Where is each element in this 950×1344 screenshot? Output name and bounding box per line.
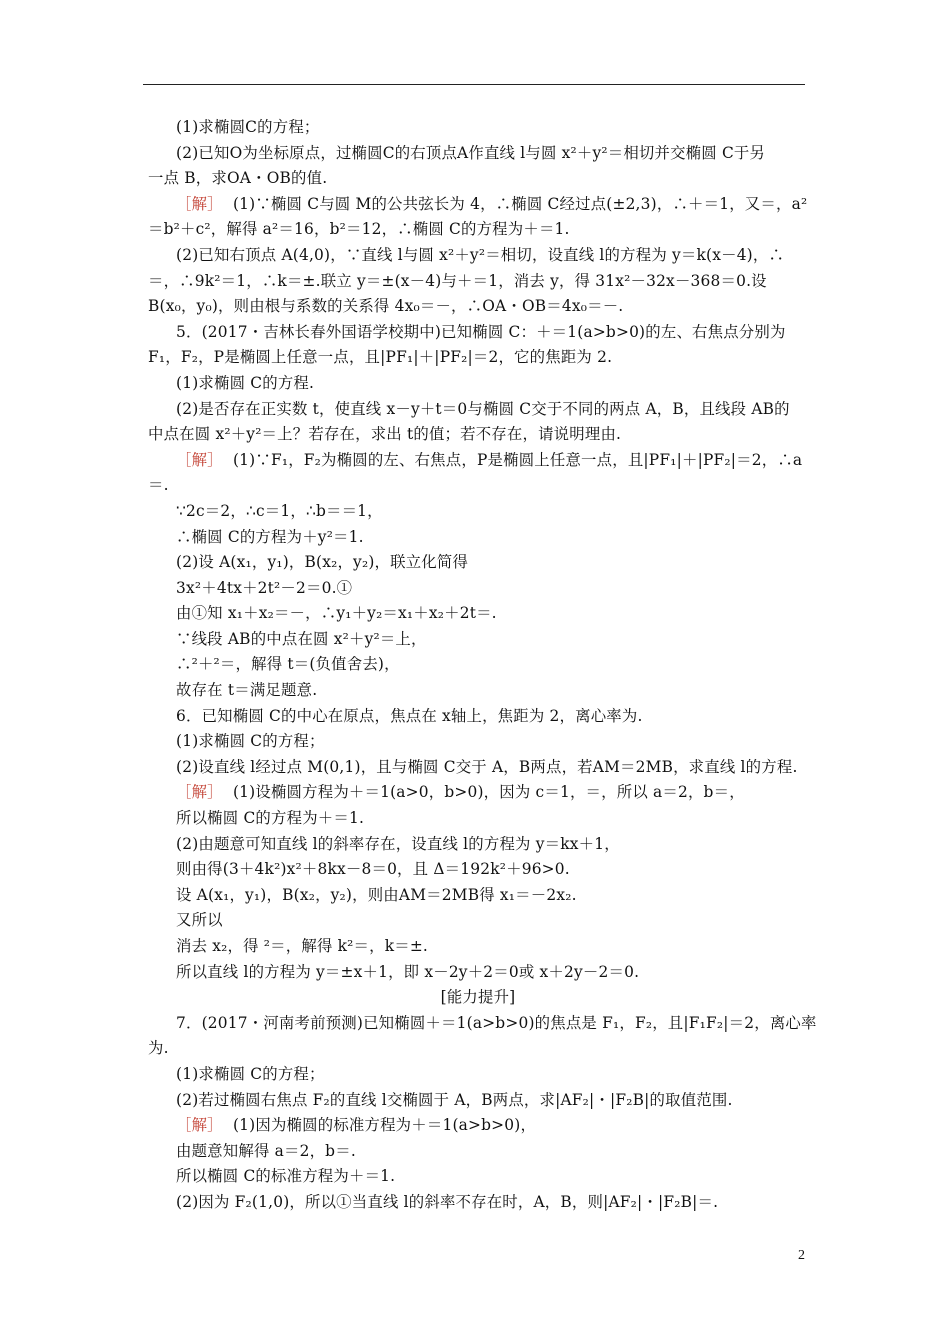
text-line — [148, 1062, 808, 1088]
text-line — [148, 422, 808, 448]
header-rule — [143, 84, 805, 85]
text-line — [148, 1088, 808, 1114]
line-text: ∴²＋²＝，解得 t＝(负值舍去)， — [176, 655, 400, 674]
line-text: 中点在圆 x²＋y²＝上？若存在，求出 t的值；若不存在，请说明理由. — [148, 425, 622, 444]
solution-mark: ［解］ — [176, 450, 223, 469]
line-text: 故存在 t＝满足题意. — [176, 681, 318, 700]
line-text: (1)求椭圆 C的方程； — [176, 1064, 325, 1083]
text-line — [148, 883, 808, 909]
line-text: (1)求椭圆 C的方程. — [176, 373, 315, 392]
text-line — [148, 525, 808, 551]
line-text: 一点 B，求OA・OB的值. — [148, 169, 328, 188]
line-text: (1)∵椭圆 C与圆 M的公共弦长为 4，∴椭圆 C经过点(±2,3)，∴＋＝1，又＝，a² — [222, 194, 808, 213]
text-line — [148, 601, 808, 627]
line-text: (1)设椭圆方程为＋＝1(a>0，b>0)，因为 c＝1，＝，所以 a＝2，b＝， — [222, 783, 745, 802]
line-text: (2)因为 F₂(1,0)，所以①当直线 l的斜率不存在时，A，B，则|AF₂|・|F₂B|＝. — [176, 1192, 719, 1211]
line-text: (2)由题意可知直线 l的斜率存在，设直线 l的方程为 y＝kx＋1， — [176, 834, 620, 853]
text-line — [148, 115, 808, 141]
text-line — [148, 141, 808, 167]
text-line — [148, 627, 808, 653]
text-line — [148, 550, 808, 576]
line-text: 7．(2017・河南考前预测)已知椭圆＋＝1(a>b>0)的焦点是 F₁，F₂，且|F₁F₂|＝2，离心率 — [176, 1013, 817, 1032]
text-line — [148, 755, 808, 781]
text-line — [148, 832, 808, 858]
text-line — [148, 166, 808, 192]
text-line — [148, 1164, 808, 1190]
text-line — [148, 243, 808, 269]
line-text: B(x₀，y₀)，则由根与系数的关系得 4x₀＝－，∴OA・OB＝4x₀＝－. — [148, 297, 624, 316]
text-line — [148, 320, 808, 346]
line-text: 5．(2017・吉林长春外国语学校期中)已知椭圆 C：＋＝1(a>b>0)的左、右焦点分别为 — [176, 322, 786, 341]
line-text: ∵线段 AB的中点在圆 x²＋y²＝上， — [176, 629, 427, 648]
line-text: (2)设 A(x₁，y₁)，B(x₂，y₂)，联立化简得 — [176, 553, 469, 572]
text-line — [148, 217, 808, 243]
text-line — [148, 908, 808, 934]
line-text: 所以直线 l的方程为 y＝±x＋1，即 x－2y＋2＝0或 x＋2y－2＝0. — [176, 962, 640, 981]
line-text: 由①知 x₁＋x₂＝－，∴y₁＋y₂＝x₁＋x₂＋2t＝. — [176, 604, 497, 623]
line-text: (2)设直线 l经过点 M(0,1)，且与椭圆 C交于 A，B两点，若AM＝2MB，求直线 l的方程. — [176, 757, 798, 776]
line-text: (2)已知右顶点 A(4,0)，∵直线 l与圆 x²＋y²＝相切，设直线 l的方程为 y＝k(x－4)，∴ — [176, 245, 785, 264]
line-text: 所以椭圆 C的方程为＋＝1. — [176, 809, 365, 828]
line-text: 消去 x₂，得 ²＝，解得 k²＝，k＝±. — [176, 937, 429, 955]
text-line — [148, 1139, 808, 1165]
solution-line — [148, 1113, 808, 1139]
line-text: (1)求椭圆 C的方程； — [176, 732, 325, 751]
line-text: ＝，∴9k²＝1，∴k＝±.联立 y＝±(x－4)与＋＝1，消去 y，得 31x²－32x－368＝0.设 — [148, 271, 767, 290]
text-line — [148, 704, 808, 730]
text-line — [148, 1036, 808, 1062]
text-line — [148, 678, 808, 704]
text-line — [148, 397, 808, 423]
line-text: ∴椭圆 C的方程为＋y²＝1. — [176, 527, 364, 546]
line-text: (1)求椭圆C的方程； — [176, 118, 320, 136]
text-line — [148, 934, 808, 960]
solution-line — [148, 780, 808, 806]
text-line — [148, 499, 808, 525]
line-text: 6．已知椭圆 C的中心在原点，焦点在 x轴上，焦距为 2，离心率为. — [176, 706, 643, 725]
text-line — [148, 269, 808, 295]
section-heading — [148, 985, 808, 1011]
page-number: 2 — [798, 1248, 805, 1263]
text-line — [148, 1011, 817, 1037]
text-line — [148, 345, 808, 371]
line-text: [能力提升] — [440, 988, 516, 1007]
text-line — [148, 806, 808, 832]
solution-mark: ［解］ — [176, 783, 223, 802]
text-line — [148, 473, 808, 499]
line-text: 由题意知解得 a＝2，b＝. — [176, 1141, 356, 1160]
text-line — [148, 576, 808, 602]
line-text: 为. — [148, 1039, 169, 1058]
line-text: ∵2c＝2，∴c＝1，∴b＝＝1， — [176, 501, 383, 520]
line-text: (2)是否存在正实数 t，使直线 x－y＋t＝0与椭圆 C交于不同的两点 A，B，且线段 AB的 — [176, 399, 790, 418]
line-text: 又所以 — [176, 911, 223, 930]
line-text: 则由得(3＋4k²)x²＋8kx－8＝0，且 Δ＝192k²＋96>0. — [176, 860, 570, 879]
solution-mark: ［解］ — [176, 194, 223, 213]
line-text: ＝. — [148, 476, 169, 495]
line-text: F₁，F₂，P是椭圆上任意一点，且|PF₁|＋|PF₂|＝2，它的焦距为 2. — [148, 348, 613, 367]
text-line — [148, 652, 808, 678]
line-text: ＝b²＋c²，解得 a²＝16，b²＝12，∴椭圆 C的方程为＋＝1. — [148, 220, 570, 239]
line-text: (1)∵F₁，F₂为椭圆的左、右焦点，P是椭圆上任意一点，且|PF₁|＋|PF₂|＝2，∴a — [222, 450, 803, 469]
line-text: (2)已知O为坐标原点，过椭圆C的右顶点A作直线 l与圆 x²＋y²＝相切并交椭圆 C于另 — [176, 143, 766, 162]
line-text: 所以椭圆 C的标准方程为＋＝1. — [176, 1167, 396, 1186]
text-line — [148, 1190, 808, 1216]
text-line — [148, 729, 808, 755]
line-text: 3x²＋4tx＋2t²－2＝0.① — [176, 578, 353, 597]
line-text: (1)因为椭圆的标准方程为＋＝1(a>b>0)， — [222, 1116, 537, 1135]
solution-line — [148, 448, 808, 474]
text-line — [148, 294, 808, 320]
text-line — [148, 371, 808, 397]
solution-mark: ［解］ — [176, 1116, 223, 1135]
solution-line — [148, 192, 808, 218]
text-line — [148, 960, 808, 986]
document-body — [148, 115, 817, 1216]
line-text: (2)若过椭圆右焦点 F₂的直线 l交椭圆于 A，B两点，求|AF₂|・|F₂B|的取值范围. — [176, 1090, 733, 1109]
text-line — [148, 857, 808, 883]
line-text: 设 A(x₁，y₁)，B(x₂，y₂)，则由AM＝2MB得 x₁＝－2x₂. — [176, 885, 577, 904]
